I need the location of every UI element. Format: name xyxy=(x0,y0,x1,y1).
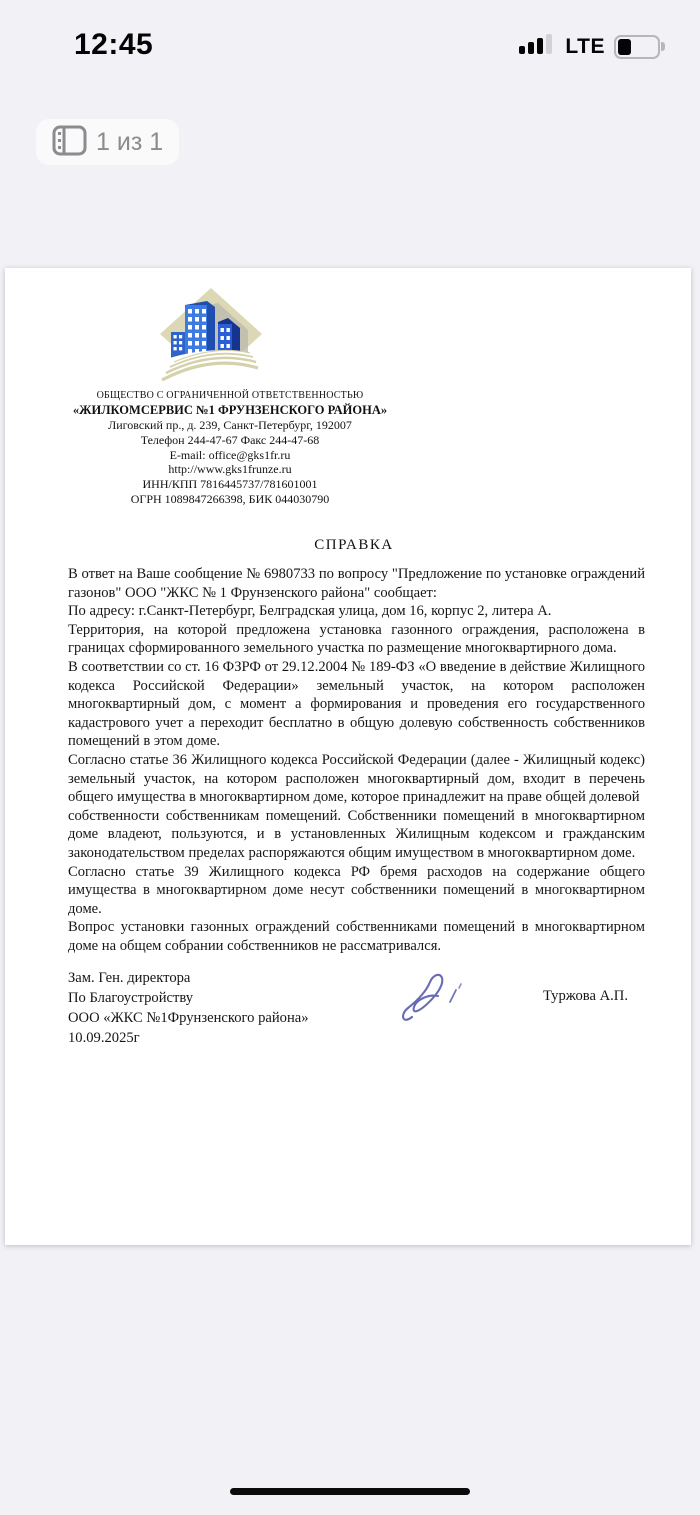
paragraph: собственности собственникам помещений. Собственники помещений в многоквартирном доме владеют, пользуются, и в установленных Жилищным кодексом и гражданским законодательством пределах распоряжаются общим имуществом в многоквартирном доме. xyxy=(68,807,645,861)
signature-scribble xyxy=(398,970,493,1037)
signer-role-line: ООО «ЖКС №1Фрунзенского района» xyxy=(68,1010,309,1026)
signer-role-line: Зам. Ген. директора xyxy=(68,970,191,986)
paragraph: Вопрос установки газонных ограждений собственниками помещений в многоквартирном доме на общем собрании собственников не рассматривался. xyxy=(68,919,645,954)
page-indicator-button[interactable] xyxy=(36,119,179,165)
page-thumbnails-icon xyxy=(52,125,87,159)
letterhead-website: http://www.gks1frunze.ru xyxy=(168,462,292,477)
status-time: 12:45 xyxy=(74,28,154,61)
document-page xyxy=(5,268,691,1245)
letterhead-ogrn-bik: ОГРН 1089847266398, БИК 044030790 xyxy=(130,491,330,506)
home-indicator[interactable] xyxy=(230,1488,470,1495)
status-bar-right xyxy=(519,33,660,60)
document-title: СПРАВКА xyxy=(314,537,394,553)
battery-nub xyxy=(661,42,665,51)
paragraph: По адресу: г.Санкт-Петербург, Белградская улица, дом 16, корпус 2, литера А. xyxy=(68,603,552,620)
letterhead-address: Лиговский пр., д. 239, Санкт-Петербург, 192007 xyxy=(108,418,352,432)
signer-name: Туржова А.П. xyxy=(543,988,628,1004)
battery-fill xyxy=(618,39,631,55)
network-type-label: LTE xyxy=(565,34,605,58)
paragraph: Согласно статье 39 Жилищного кодекса РФ бремя расходов на содержание общего имущества в многоквартирном доме несут собственники помещений в многоквартирном доме. xyxy=(68,863,645,917)
signature-block xyxy=(68,968,309,1048)
battery-icon xyxy=(614,35,660,59)
letterhead-email: E-mail: office@gks1fr.ru xyxy=(169,447,291,462)
document-body xyxy=(68,565,645,955)
paragraph: В ответ на Ваше сообщение № 6980733 по вопросу "Предложение по установке ограждений газонов" ООО "ЖКС № 1 Фрунзенского района" сообщает: xyxy=(68,566,645,601)
letterhead xyxy=(5,389,455,507)
paragraph: В соответствии со ст. 16 ФЗРФ от 29.12.2004 № 189-ФЗ «О введение в действие Жилищного кодекса Российской Федерации» земельный участок, на котором расположен многоквартирный дом, с момент а формирования и проведения его государственного кадастрового учет а переходит бесплатно в общую долевую собственность собственников помещений в этом доме. xyxy=(68,658,645,750)
signer-role-line: По Благоустройству xyxy=(68,990,194,1006)
page-indicator-label: 1 из 1 xyxy=(96,127,164,156)
letterhead-company-name: «ЖИЛКОМСЕРВИС №1 ФРУНЗЕНСКОГО РАЙОНА» xyxy=(72,403,388,417)
signer-role-line: 10.09.2025г xyxy=(68,1030,140,1046)
paragraph: Согласно статье 36 Жилищного кодекса Российской Федерации (далее - Жилищный кодекс) земельный участок, на котором расположен многоквартирный дом, входит в перечень общего имущества в многоквартирном доме, которое принадлежит на праве общей долевой xyxy=(68,751,645,806)
company-logo xyxy=(158,288,264,392)
letterhead-phones: Телефон 244-47-67 Факс 244-47-68 xyxy=(140,432,320,447)
cellular-signal-icon xyxy=(519,33,556,60)
letterhead-org-type: ОБЩЕСТВО С ОГРАНИЧЕННОЙ ОТВЕТСТВЕННОСТЬЮ xyxy=(96,390,364,401)
letterhead-inn-kpp: ИНН/КПП 7816445737/781601001 xyxy=(142,477,318,492)
status-bar xyxy=(0,0,700,75)
paragraph: Территория, на которой предложена установка газонного ограждения, расположена в границах сформированного земельного участка по размещение многоквартирного дома. xyxy=(68,621,645,657)
